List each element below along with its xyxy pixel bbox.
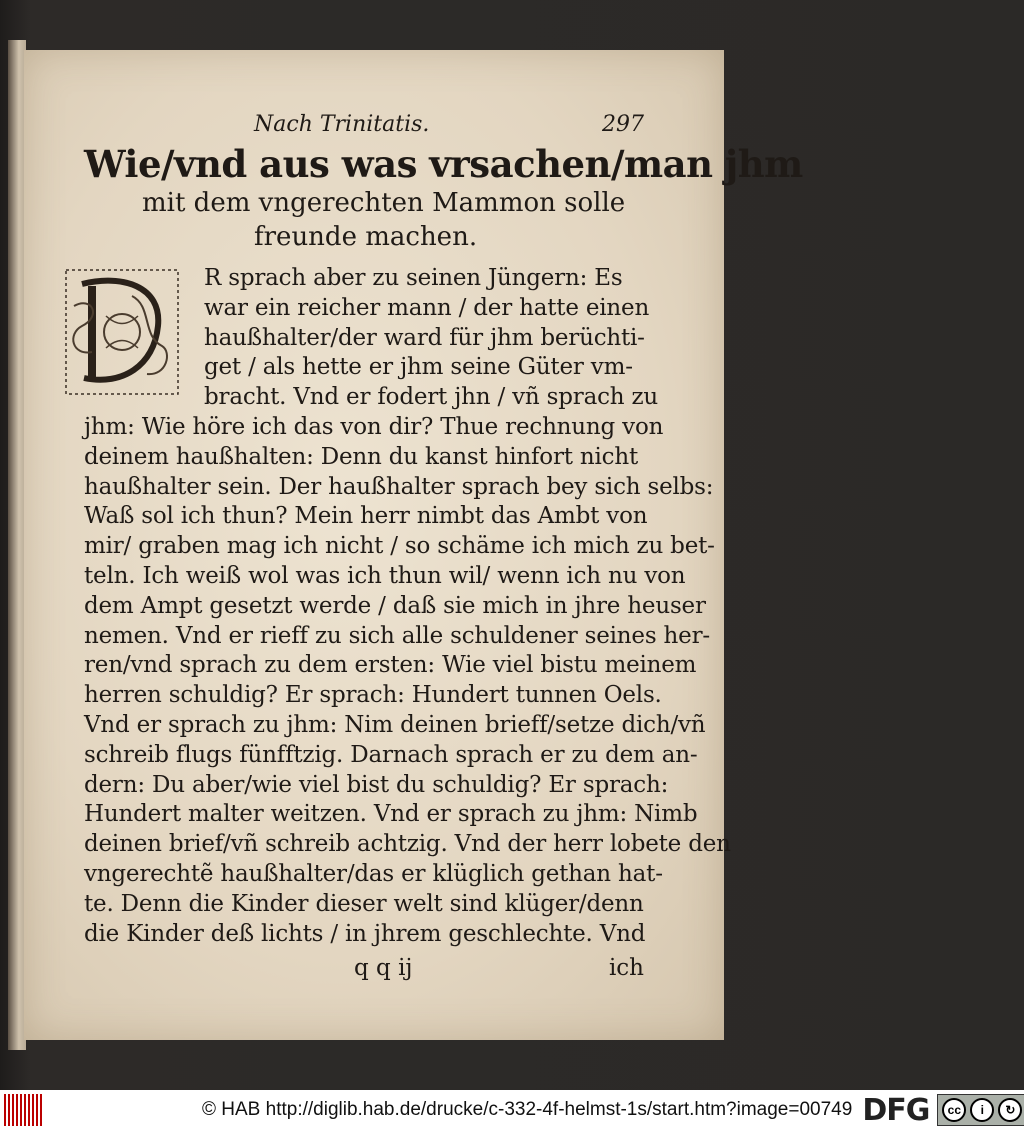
license-badge[interactable] — [937, 1094, 1024, 1126]
dfg-logo: DFG — [862, 1092, 930, 1128]
page-foot — [84, 953, 644, 983]
text-line: get / als hette er jhm seine Güter vm- — [204, 354, 633, 381]
text-line: te. Denn die Kinder dieser welt sind klüger/denn — [84, 890, 644, 917]
running-head — [84, 110, 644, 140]
hab-logo-icon — [4, 1094, 42, 1126]
copyright-link[interactable]: © HAB http://diglib.hab.de/drucke/c-332-4f-helmst-1s/start.htm?image=00749 — [202, 1099, 853, 1120]
by-icon: i — [970, 1098, 994, 1122]
text-line: war ein reicher mann / der hatte einen — [204, 294, 650, 321]
page-text — [84, 110, 803, 983]
catchword: ich — [608, 955, 644, 982]
text-line: nemen. Vnd er rieff zu sich alle schuldener seines her- — [84, 622, 710, 649]
text-line: schreib flugs fünfftzig. Darnach sprach er zu dem an- — [84, 741, 698, 768]
running-head-title: Nach Trinitatis. — [254, 112, 430, 137]
text-line: R sprach aber zu seinen Jüngern: Es — [204, 265, 623, 291]
text-line: deinen brief/vñ schreib achtzig. Vnd der herr lobete den — [84, 831, 731, 858]
text-line: die Kinder deß lichts / in jhrem geschlechte. Vnd — [84, 920, 646, 947]
body-text — [84, 264, 731, 949]
text-line: Hundert malter weitzen. Vnd er sprach zu jhm: Nimb — [84, 801, 698, 828]
text-line: Vnd er sprach zu jhm: Nim deinen brieff/setze dich/vñ — [84, 711, 706, 738]
signature-mark: q q ij — [354, 955, 413, 982]
text-line: haußhalter sein. Der haußhalter sprach bey sich selbs: — [84, 473, 714, 500]
text-line: deinem haußhalten: Denn du kanst hinfort nicht — [84, 443, 638, 470]
text-line: dem Ampt gesetzt werde / daß sie mich in jhre heuser — [84, 592, 706, 619]
chapter-title-line-3: freunde machen. — [254, 222, 478, 252]
text-line: bracht. Vnd er fodert jhn / vñ sprach zu — [204, 384, 659, 411]
book-page — [24, 50, 803, 1040]
chapter-title-line-2: mit dem vngerechten Mammon solle — [142, 188, 626, 218]
text-line: herren schuldig? Er sprach: Hundert tunnen Oels. — [84, 682, 662, 709]
text-line: haußhalter/der ward für jhm berüchti- — [204, 324, 645, 351]
text-line: ren/vnd sprach zu dem ersten: Wie viel bistu meinem — [84, 652, 697, 679]
chapter-title-line-1: Wie/vnd aus was vrsachen/man jhm — [84, 142, 803, 186]
text-line: teln. Ich weiß wol was ich thun wil/ wenn ich nu von — [84, 562, 686, 589]
cc-icon: cc — [942, 1098, 966, 1122]
text-line: Waß sol ich thun? Mein herr nimbt das Ambt von — [84, 503, 648, 530]
text-line: jhm: Wie höre ich das von dir? Thue rechnung von — [84, 413, 664, 440]
sa-icon: ↻ — [998, 1098, 1022, 1122]
page-number: 297 — [602, 112, 644, 137]
text-line: dern: Du aber/wie viel bist du schuldig? Er sprach: — [84, 771, 669, 798]
text-line: vngerechtẽ haußhalter/das er klüglich gethan hat- — [84, 860, 663, 887]
decorated-initial-icon — [62, 266, 182, 398]
viewer-footer — [0, 1090, 1024, 1130]
text-line: mir/ graben mag ich nicht / so schäme ich mich zu bet- — [84, 533, 715, 560]
